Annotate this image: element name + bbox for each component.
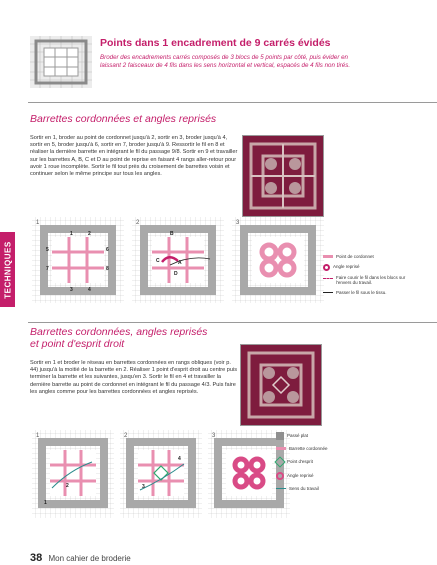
cordonnet-swatch-icon: [323, 255, 333, 258]
svg-text:D: D: [174, 271, 178, 277]
legend-passer-fil: Passer le fil sous le tissu.: [336, 289, 387, 295]
diagram3-number: 3: [236, 220, 240, 226]
top-motif-illustration: [30, 36, 92, 88]
svg-text:2: 2: [66, 483, 69, 489]
angle-swatch-icon: [276, 472, 284, 480]
techniques-side-tab: [0, 232, 15, 307]
diagram6-number: 3: [212, 433, 216, 439]
section1-text: Sortir en 1, broder au point de cordonnet jusqu'à 2, sortir en 3, broder jusqu'à 4, sortir en 5, broder jusqu'à 6, sortir en 7, broder jusqu'à 9. Ressortir le fil en 8 et réaliser la dernière barrette en intégrant le fil du passage 9/8. Sortir en 9 et travailler sur les barrettes A, B, C et D au point de reprise en faisant 4 rangs aller-retour pour avoir 1 roue incomplète. Sortir le fil tout près du croisement de barrettes voisin et continuer selon le même principe sur tous les angles.: [30, 135, 238, 178]
diagram5-number: 2: [124, 433, 128, 439]
arrow-right-icon: [276, 488, 286, 489]
svg-text:A: A: [178, 260, 182, 266]
svg-text:B: B: [170, 231, 174, 237]
legend-sens-travail: Sens du travail: [289, 485, 319, 491]
angle-swatch-icon: [323, 264, 330, 271]
diagram4-number: 1: [36, 433, 40, 439]
passe-plat-swatch-icon: [276, 432, 284, 440]
barrette-swatch-icon: [276, 447, 286, 450]
svg-text:4: 4: [178, 456, 181, 462]
page-number: 38: [30, 552, 43, 564]
legend-faire-courir: Faire courir le fil dans les blocs sur l'envers du travail.: [336, 274, 406, 285]
svg-text:1: 1: [44, 500, 47, 506]
footer: [30, 552, 131, 564]
svg-text:7: 7: [46, 266, 49, 272]
solid-line-icon: [323, 292, 333, 293]
intro-text: Broder des encadrements carrés composés de 3 blocs de 5 points par côté, puis évider en laissant 2 faisceaux de 4 fils dans les sens horizontal et vertical, espacés de 4 fils non tirés.: [100, 54, 351, 69]
section2-legend: [276, 432, 406, 491]
section2-title-line2: et point d'esprit droit: [30, 337, 125, 350]
diagram2-number: 2: [136, 220, 140, 226]
section2-photo: [240, 344, 322, 426]
legend-point-esprit: Point d'esprit: [287, 458, 313, 464]
dashed-line-icon: [323, 278, 333, 279]
svg-text:3: 3: [70, 287, 73, 293]
svg-text:3: 3: [142, 484, 145, 490]
svg-text:4: 4: [88, 287, 91, 293]
legend-point-cordonnet: Point de cordonnet: [336, 254, 374, 259]
section1-legend: [323, 254, 433, 295]
svg-text:C: C: [156, 258, 160, 264]
legend-angle-reprise: Angle reprisé: [333, 264, 360, 270]
divider: [28, 102, 437, 103]
legend-barrette-cordonnee: Barrette cordonnée: [289, 446, 328, 451]
page-title: Points dans 1 encadrement de 9 carrés évidés: [100, 37, 331, 49]
book-title: Mon cahier de broderie: [48, 554, 131, 563]
section1-photo: [242, 135, 324, 217]
svg-text:8: 8: [106, 266, 109, 272]
side-tab-label: TECHNIQUES: [3, 240, 12, 299]
svg-text:6: 6: [106, 247, 109, 253]
legend-passe-plat: Passé plat: [287, 433, 309, 439]
point-esprit-icon: [274, 456, 285, 467]
svg-text:2: 2: [88, 231, 91, 237]
diagram1-number: 1: [36, 220, 40, 226]
svg-text:5: 5: [46, 247, 49, 253]
svg-text:1: 1: [70, 231, 73, 237]
divider: [28, 322, 437, 323]
section2-text: Sortir en 1 et broder le réseau en barrettes cordonnées en rangs obliques (voir p. 44) jusqu'à la moitié de la barrette en 2. Réaliser 1 point d'esprit droit au centre puis terminer la barrette et les suivantes, jusqu'en 3. Sortir le fil en 4 et travailler la dernière barrette au point de cordonnet en intégrant le fil du passage 4/3. Puis faire les angles comme pour les barrettes cordonnées et angles reprisés.: [30, 360, 238, 395]
section1-title: Barrettes cordonnées et angles reprisés: [30, 113, 217, 125]
section2-title-line1: Barrettes cordonnées, angles reprisés: [30, 326, 208, 338]
legend-angle-reprise-2: Angle reprisé: [287, 472, 314, 478]
